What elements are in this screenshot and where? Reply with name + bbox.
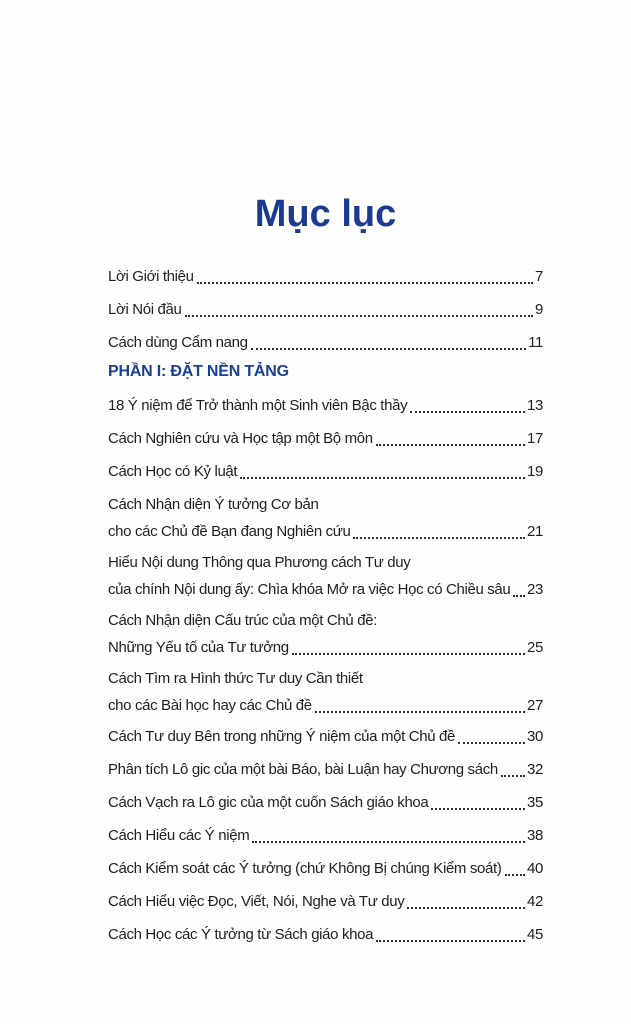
toc-line [108,521,543,543]
entry-label: Cách Học các Ý tưởng từ Sách giáo khoa [108,926,374,943]
entry-label: Cách Tìm ra Hình thức Tư duy Cần thiết [108,670,363,687]
toc-line [108,332,543,354]
toc-entry [108,891,543,913]
dot-leader [505,874,526,876]
entry-label: Lời Nói đầu [108,301,182,318]
toc-line [108,924,543,946]
toc-line [108,759,543,781]
entry-label-continued: cho các Bài học hay các Chủ đề [108,697,312,714]
dot-leader [251,348,526,350]
entry-label: Cách Hiểu các Ý niệm [108,827,250,844]
entry-label: Phân tích Lô gic của một bài Báo, bài Luận hay Chương sách [108,761,498,778]
entry-label: Cách Nhận diện Cấu trúc của một Chủ đề: [108,612,378,629]
toc-entry [108,726,543,748]
dot-leader [185,315,533,317]
toc-entry [108,428,543,450]
toc-entry [108,759,543,781]
dot-leader [315,711,525,713]
toc-line [108,299,543,321]
entry-page-number: 17 [527,430,543,447]
entry-label: Lời Giới thiệu [108,268,194,285]
dot-leader [458,742,525,744]
dot-leader [407,907,525,909]
table-of-contents [108,266,543,946]
entry-label: Cách dùng Cẩm nang [108,334,248,351]
entry-page-number: 45 [527,926,543,943]
toc-entry [108,825,543,847]
toc-entry [108,610,543,659]
toc-line [108,858,543,880]
toc-line [108,792,543,814]
entry-page-number: 21 [527,523,543,540]
dot-leader [240,477,525,479]
toc-line [108,695,543,717]
toc-entry [108,858,543,880]
toc-line [108,579,543,601]
dot-leader [376,940,525,942]
toc-line [108,825,543,847]
entry-label: Cách Nghiên cứu và Học tập một Bộ môn [108,430,373,447]
entry-page-number: 40 [527,860,543,877]
entry-page-number: 32 [527,761,543,778]
toc-line [108,668,543,690]
toc-line [108,726,543,748]
dot-leader [197,282,533,284]
toc-line [108,266,543,288]
toc-line [108,610,543,632]
entry-label: Cách Tư duy Bên trong những Ý niệm của một Chủ đề [108,728,456,745]
entry-label: Cách Học có Kỷ luật [108,463,238,480]
dot-leader [431,808,525,810]
toc-line [108,494,543,516]
entry-page-number: 27 [527,697,543,714]
toc-line [108,637,543,659]
toc-entry [108,552,543,601]
toc-entry [108,494,543,543]
entry-label-continued: cho các Chủ đề Bạn đang Nghiên cứu [108,523,351,540]
toc-entry [108,792,543,814]
dot-leader [410,411,525,413]
entry-page-number: 9 [535,301,543,318]
toc-line [108,461,543,483]
entry-label: Cách Vạch ra Lô gic của một cuốn Sách giáo khoa [108,794,429,811]
entry-page-number: 11 [528,334,543,351]
entry-label-continued: của chính Nội dung ấy: Chìa khóa Mở ra việc Học có Chiều sâu [108,581,511,598]
toc-line [108,891,543,913]
toc-entry [108,461,543,483]
toc-line [108,395,543,417]
page-title: Mục lục [254,193,397,235]
entry-page-number: 30 [527,728,543,745]
entry-page-number: 7 [535,268,543,285]
entry-page-number: 25 [527,639,543,656]
toc-entry [108,299,543,321]
entry-label: Cách Hiểu việc Đọc, Viết, Nói, Nghe và Tư duy [108,893,405,910]
entry-page-number: 35 [527,794,543,811]
entry-page-number: 42 [527,893,543,910]
toc-entry [108,332,543,354]
entry-label-continued: Những Yếu tố của Tư tưởng [108,639,289,656]
dot-leader [353,537,525,539]
entry-label: Cách Nhận diện Ý tưởng Cơ bản [108,496,319,513]
dot-leader [376,444,525,446]
entry-label: Hiểu Nội dung Thông qua Phương cách Tư duy [108,554,411,571]
entry-page-number: 38 [527,827,543,844]
toc-entry [108,668,543,717]
toc-entry [108,266,543,288]
entry-page-number: 19 [527,463,543,480]
toc-entry [108,395,543,417]
entry-page-number: 13 [527,397,543,414]
toc-line [108,428,543,450]
dot-leader [252,841,525,843]
entry-page-number: 23 [527,581,543,598]
dot-leader [292,653,525,655]
entry-label: 18 Ý niệm để Trở thành một Sinh viên Bậc thầy [108,397,408,414]
section-heading-part-1: PHẦN I: ĐẶT NỀN TẢNG [108,363,289,380]
toc-entry [108,924,543,946]
toc-line [108,552,543,574]
dot-leader [501,775,525,777]
entry-label: Cách Kiểm soát các Ý tưởng (chứ Không Bị chúng Kiểm soát) [108,860,502,877]
dot-leader [513,595,525,597]
